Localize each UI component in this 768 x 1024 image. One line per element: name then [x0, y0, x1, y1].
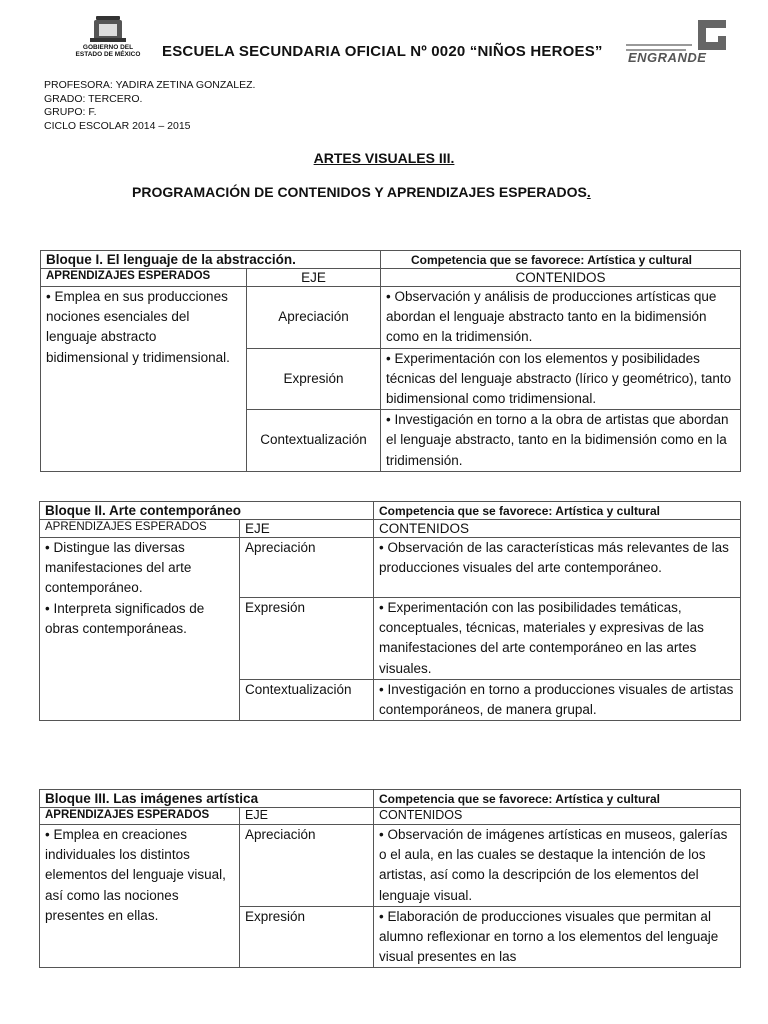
block-1-col-eje: EJE: [247, 269, 381, 287]
block-2-eje-expresion: Expresión: [240, 598, 374, 680]
block-1-eje-apreciacion: Apreciación: [247, 287, 381, 349]
block-3-eje-expresion: Expresión: [240, 906, 374, 968]
block-1-contenido-expresion: • Experimentación con los elementos y posibilidades técnicas del lenguaje abstracto (lírico y geométrico), tanto bidimensional como tridimensional.: [381, 348, 741, 410]
block-2-eje-contextualizacion: Contextualización: [240, 679, 374, 720]
block-3-col-eje: EJE: [240, 808, 374, 825]
block-3-table: [39, 789, 741, 968]
block-1-title: Bloque I. El lenguaje de la abstracción.: [41, 251, 381, 269]
block-3-title: Bloque III. Las imágenes artística: [40, 790, 374, 808]
block-2-contenido-apreciacion: • Observación de las características más relevantes de las producciones visuales del arte contemporáneo.: [374, 538, 741, 598]
subject-title: ARTES VISUALES III.: [313, 150, 455, 166]
meta-info: [44, 79, 255, 133]
grupo: GRUPO: F.: [44, 106, 97, 118]
block-2-aprendizajes: [40, 538, 240, 721]
block-1-col-aprendizajes: APRENDIZAJES ESPERADOS: [41, 269, 247, 287]
block-3-col-contenidos: CONTENIDOS: [374, 808, 741, 825]
block-2-competencia: Competencia que se favorece: Artística y cultural: [374, 502, 741, 520]
ciclo-escolar: CICLO ESCOLAR 2014 – 2015: [44, 119, 191, 132]
block-3-col-aprendizajes: APRENDIZAJES ESPERADOS: [40, 808, 240, 825]
block-2-col-aprendizajes: APRENDIZAJES ESPERADOS: [40, 520, 240, 538]
logo-left-text: [60, 44, 156, 58]
school-name: ESCUELA SECUNDARIA OFICIAL Nº 0020 “NIÑOS HEROES”: [162, 43, 603, 60]
block-2-table: [39, 501, 741, 721]
block-3-contenido-expresion: • Elaboración de producciones visuales que permitan al alumno reflexionar en torno a los elementos del lenguaje visual presentes en las: [374, 906, 741, 968]
block-2-col-contenidos: CONTENIDOS: [374, 520, 741, 538]
block-3-contenido-apreciacion: • Observación de imágenes artísticas en museos, galerías o el aula, en las cuales se destaque la intención de los artistas, así como la descripción de los elementos del lenguaje visual.: [374, 825, 741, 907]
logo-left-line-1: GOBIERNO DEL: [82, 44, 134, 51]
block-2-col-eje: EJE: [240, 520, 374, 538]
gobierno-edomex-logo: [60, 14, 156, 64]
block-1-eje-expresion: Expresión: [247, 348, 381, 410]
program-title-text: PROGRAMACIÓN DE CONTENIDOS Y APRENDIZAJES ESPERADOS: [132, 184, 587, 200]
profesora: PROFESORA: YADIRA ZETINA GONZALEZ.: [44, 79, 256, 91]
block-2-aprendizaje-2: • Interpreta significados de obras contemporáneas.: [45, 600, 205, 636]
engrande-logo-text: ENGRANDE: [628, 50, 707, 65]
engrande-logo: [626, 16, 730, 64]
block-1-competencia: Competencia que se favorece: Artística y cultural: [381, 251, 741, 269]
program-title-tail: .: [586, 184, 591, 200]
block-1-eje-contextualizacion: Contextualización: [247, 410, 381, 472]
block-2-contenido-contextualizacion: • Investigación en torno a producciones visuales de artistas contemporáneos, de manera grupal.: [374, 679, 741, 720]
block-3-aprendizaje: • Emplea en creaciones individuales los distintos elementos del lenguaje visual, así como las nociones presentes en ellas.: [45, 827, 226, 923]
program-title: [132, 184, 591, 200]
block-2-contenido-expresion: • Experimentación con las posibilidades temáticas, conceptuales, técnicas, materiales y expresivas de las manifestaciones del arte contemporáneo en las artes visuales.: [374, 598, 741, 680]
block-1-contenido-contextualizacion: • Investigación en torno a la obra de artistas que abordan el lenguaje abstracto, tanto en la bidimensión como en la tridimensión.: [381, 410, 741, 472]
block-2-title: Bloque II. Arte contemporáneo: [40, 502, 374, 520]
block-1-table: [40, 250, 741, 472]
block-2-aprendizaje-1: • Distingue las diversas manifestaciones del arte contemporáneo.: [45, 540, 192, 596]
block-1-col-contenidos: CONTENIDOS: [381, 269, 741, 287]
block-1-aprendizajes: [41, 287, 247, 472]
block-3-eje-apreciacion: Apreciación: [240, 825, 374, 907]
block-3-competencia: Competencia que se favorece: Artística y cultural: [374, 790, 741, 808]
block-1-aprendizaje: • Emplea en sus producciones nociones esenciales del lenguaje abstracto bidimensional y tridimensional.: [46, 289, 230, 365]
logo-left-line-2: ESTADO DE MÉXICO: [75, 51, 141, 58]
block-3-aprendizajes: [40, 825, 240, 968]
block-2-eje-apreciacion: Apreciación: [240, 538, 374, 598]
grado: GRADO: TERCERO.: [44, 92, 143, 105]
block-1-contenido-apreciacion: • Observación y análisis de producciones artísticas que abordan el lenguaje abstracto tanto en la bidimensión como en la tridimensión.: [381, 287, 741, 349]
